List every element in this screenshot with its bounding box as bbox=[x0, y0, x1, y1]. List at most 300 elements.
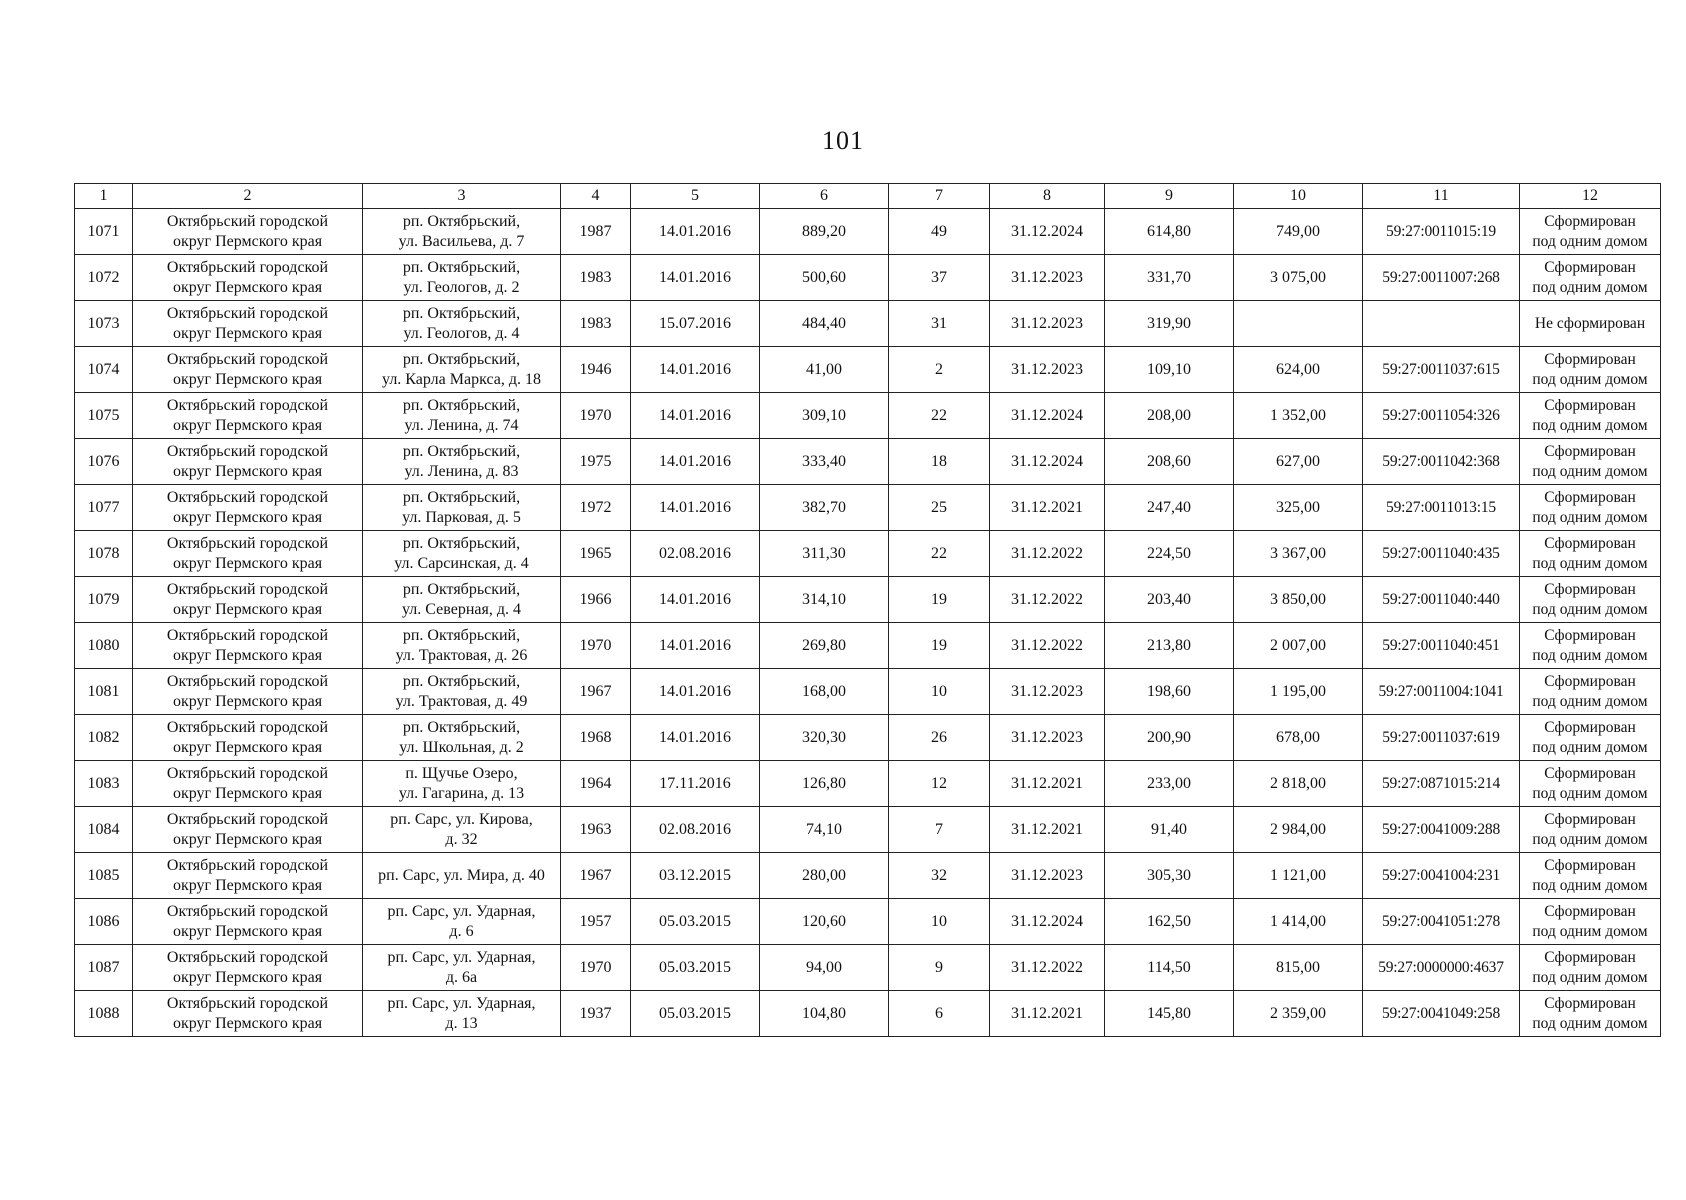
residents-cell: 10 bbox=[889, 899, 990, 945]
row-number-cell: 1075 bbox=[75, 393, 133, 439]
address-line-1: рп. Сарс, ул. Ударная, bbox=[387, 948, 536, 966]
table-row bbox=[75, 669, 1661, 715]
address-line-1: рп. Октябрьский, bbox=[402, 580, 521, 598]
area-cell: 314,10 bbox=[760, 577, 889, 623]
address-cell bbox=[363, 991, 561, 1037]
deadline-cell: 31.12.2023 bbox=[990, 853, 1105, 899]
area-cell: 120,60 bbox=[760, 899, 889, 945]
municipality-line-2: округ Пермского края bbox=[172, 692, 323, 710]
date-cell: 15.07.2016 bbox=[631, 301, 760, 347]
cadastral-number-cell: 59:27:0011054:326 bbox=[1363, 393, 1520, 439]
cadastral-number-cell: 59:27:0041049:258 bbox=[1363, 991, 1520, 1037]
status-line-1: Сформирован bbox=[1544, 810, 1636, 828]
status-line-1: Сформирован bbox=[1544, 718, 1636, 736]
row-number-cell: 1086 bbox=[75, 899, 133, 945]
registry-table bbox=[74, 183, 1661, 1037]
address-line-2: ул. Ленина, д. 83 bbox=[404, 462, 519, 480]
address-line-1: рп. Октябрьский, bbox=[402, 212, 521, 230]
municipality-cell bbox=[133, 899, 363, 945]
municipality-line-1: Октябрьский городской bbox=[166, 856, 329, 874]
municipality-line-1: Октябрьский городской bbox=[166, 948, 329, 966]
municipality-line-2: округ Пермского края bbox=[172, 554, 323, 572]
status-line-2: под одним домом bbox=[1532, 370, 1648, 388]
year-cell: 1983 bbox=[561, 255, 631, 301]
municipality-line-2: округ Пермского края bbox=[172, 600, 323, 618]
land-area-cell: 3 075,00 bbox=[1234, 255, 1363, 301]
deadline-cell: 31.12.2024 bbox=[990, 393, 1105, 439]
column-header-10: 10 bbox=[1234, 184, 1363, 209]
deadline-cell: 31.12.2023 bbox=[990, 669, 1105, 715]
municipality-line-1: Октябрьский городской bbox=[166, 396, 329, 414]
status-cell bbox=[1520, 531, 1661, 577]
address-cell bbox=[363, 761, 561, 807]
table-row bbox=[75, 255, 1661, 301]
deadline-cell: 31.12.2023 bbox=[990, 347, 1105, 393]
year-cell: 1967 bbox=[561, 669, 631, 715]
municipality-line-2: округ Пермского края bbox=[172, 784, 323, 802]
year-cell: 1972 bbox=[561, 485, 631, 531]
residents-cell: 18 bbox=[889, 439, 990, 485]
land-area-cell: 3 367,00 bbox=[1234, 531, 1363, 577]
municipality-cell bbox=[133, 347, 363, 393]
land-area-cell: 627,00 bbox=[1234, 439, 1363, 485]
status-line-1: Сформирован bbox=[1544, 534, 1636, 552]
address-cell bbox=[363, 669, 561, 715]
address-line-2: ул. Геологов, д. 2 bbox=[403, 278, 520, 296]
municipality-cell bbox=[133, 577, 363, 623]
row-number-cell: 1088 bbox=[75, 991, 133, 1037]
year-cell: 1937 bbox=[561, 991, 631, 1037]
residents-cell: 25 bbox=[889, 485, 990, 531]
deadline-cell: 31.12.2024 bbox=[990, 899, 1105, 945]
residents-cell: 9 bbox=[889, 945, 990, 991]
row-number-cell: 1080 bbox=[75, 623, 133, 669]
municipality-line-1: Октябрьский городской bbox=[166, 488, 329, 506]
municipality-line-2: округ Пермского края bbox=[172, 370, 323, 388]
column-header-9: 9 bbox=[1105, 184, 1234, 209]
column-header-7: 7 bbox=[889, 184, 990, 209]
deadline-cell: 31.12.2023 bbox=[990, 715, 1105, 761]
address-line-1: рп. Октябрьский, bbox=[402, 258, 521, 276]
area-cell: 280,00 bbox=[760, 853, 889, 899]
column-header-3: 3 bbox=[363, 184, 561, 209]
area-cell: 889,20 bbox=[760, 209, 889, 255]
address-cell bbox=[363, 899, 561, 945]
land-area-cell: 1 414,00 bbox=[1234, 899, 1363, 945]
row-number-cell: 1073 bbox=[75, 301, 133, 347]
cadastral-number-cell: 59:27:0041004:231 bbox=[1363, 853, 1520, 899]
status-cell bbox=[1520, 439, 1661, 485]
date-cell: 14.01.2016 bbox=[631, 347, 760, 393]
deadline-cell: 31.12.2022 bbox=[990, 531, 1105, 577]
address-line-2: ул. Ленина, д. 74 bbox=[404, 416, 519, 434]
area-cell: 126,80 bbox=[760, 761, 889, 807]
municipality-line-2: округ Пермского края bbox=[172, 462, 323, 480]
cadastral-number-cell: 59:27:0011007:268 bbox=[1363, 255, 1520, 301]
status-line-1: Сформирован bbox=[1544, 764, 1636, 782]
status-cell bbox=[1520, 853, 1661, 899]
column-header-6: 6 bbox=[760, 184, 889, 209]
status-line-2: под одним домом bbox=[1532, 738, 1648, 756]
year-cell: 1968 bbox=[561, 715, 631, 761]
municipality-cell bbox=[133, 991, 363, 1037]
year-cell: 1965 bbox=[561, 531, 631, 577]
value-cell: 145,80 bbox=[1105, 991, 1234, 1037]
residents-cell: 7 bbox=[889, 807, 990, 853]
address-line-2: ул. Школьная, д. 2 bbox=[399, 738, 524, 756]
year-cell: 1983 bbox=[561, 301, 631, 347]
status-line-2: под одним домом bbox=[1532, 1014, 1648, 1032]
value-cell: 109,10 bbox=[1105, 347, 1234, 393]
area-cell: 269,80 bbox=[760, 623, 889, 669]
status-cell bbox=[1520, 577, 1661, 623]
address-line-2: ул. Геологов, д. 4 bbox=[403, 324, 520, 342]
municipality-cell bbox=[133, 623, 363, 669]
date-cell: 02.08.2016 bbox=[631, 807, 760, 853]
municipality-cell bbox=[133, 853, 363, 899]
deadline-cell: 31.12.2022 bbox=[990, 577, 1105, 623]
table-row bbox=[75, 301, 1661, 347]
municipality-cell bbox=[133, 301, 363, 347]
date-cell: 14.01.2016 bbox=[631, 439, 760, 485]
address-line-2: ул. Северная, д. 4 bbox=[402, 600, 521, 618]
address-cell bbox=[363, 255, 561, 301]
status-line-1: Сформирован bbox=[1544, 948, 1636, 966]
status-line-2: под одним домом bbox=[1532, 830, 1648, 848]
status-cell bbox=[1520, 393, 1661, 439]
area-cell: 333,40 bbox=[760, 439, 889, 485]
municipality-line-1: Октябрьский городской bbox=[166, 212, 329, 230]
cadastral-number-cell: 59:27:0011040:451 bbox=[1363, 623, 1520, 669]
municipality-line-1: Октябрьский городской bbox=[166, 304, 329, 322]
status-line-1: Сформирован bbox=[1544, 580, 1636, 598]
address-line-1: рп. Октябрьский, bbox=[402, 626, 521, 644]
address-cell bbox=[363, 715, 561, 761]
value-cell: 224,50 bbox=[1105, 531, 1234, 577]
deadline-cell: 31.12.2024 bbox=[990, 209, 1105, 255]
year-cell: 1987 bbox=[561, 209, 631, 255]
value-cell: 203,40 bbox=[1105, 577, 1234, 623]
year-cell: 1964 bbox=[561, 761, 631, 807]
deadline-cell: 31.12.2022 bbox=[990, 623, 1105, 669]
deadline-cell: 31.12.2021 bbox=[990, 991, 1105, 1037]
table-row bbox=[75, 347, 1661, 393]
status-line-1: Не сформирован bbox=[1534, 314, 1646, 332]
residents-cell: 49 bbox=[889, 209, 990, 255]
cadastral-number-cell: 59:27:0871015:214 bbox=[1363, 761, 1520, 807]
value-cell: 208,60 bbox=[1105, 439, 1234, 485]
value-cell: 162,50 bbox=[1105, 899, 1234, 945]
status-line-1: Сформирован bbox=[1544, 212, 1636, 230]
header-row bbox=[75, 184, 1661, 209]
address-line-2: ул. Трактовая, д. 26 bbox=[395, 646, 528, 664]
date-cell: 14.01.2016 bbox=[631, 577, 760, 623]
status-cell bbox=[1520, 301, 1661, 347]
status-cell bbox=[1520, 485, 1661, 531]
land-area-cell: 1 352,00 bbox=[1234, 393, 1363, 439]
value-cell: 247,40 bbox=[1105, 485, 1234, 531]
row-number-cell: 1076 bbox=[75, 439, 133, 485]
municipality-line-2: округ Пермского края bbox=[172, 232, 323, 250]
status-line-1: Сформирован bbox=[1544, 856, 1636, 874]
column-header-8: 8 bbox=[990, 184, 1105, 209]
area-cell: 168,00 bbox=[760, 669, 889, 715]
date-cell: 14.01.2016 bbox=[631, 623, 760, 669]
municipality-line-2: округ Пермского края bbox=[172, 968, 323, 986]
residents-cell: 22 bbox=[889, 531, 990, 577]
address-line-2: ул. Гагарина, д. 13 bbox=[398, 784, 525, 802]
residents-cell: 12 bbox=[889, 761, 990, 807]
address-line-2: д. 6 bbox=[449, 922, 474, 940]
deadline-cell: 31.12.2022 bbox=[990, 945, 1105, 991]
column-header-12: 12 bbox=[1520, 184, 1661, 209]
value-cell: 305,30 bbox=[1105, 853, 1234, 899]
address-cell bbox=[363, 577, 561, 623]
status-cell bbox=[1520, 945, 1661, 991]
municipality-line-1: Октябрьский городской bbox=[166, 580, 329, 598]
land-area-cell: 749,00 bbox=[1234, 209, 1363, 255]
table-row bbox=[75, 439, 1661, 485]
status-cell bbox=[1520, 209, 1661, 255]
address-line-2: ул. Васильева, д. 7 bbox=[398, 232, 525, 250]
municipality-cell bbox=[133, 531, 363, 577]
value-cell: 200,90 bbox=[1105, 715, 1234, 761]
date-cell: 05.03.2015 bbox=[631, 899, 760, 945]
municipality-line-1: Октябрьский городской bbox=[166, 902, 329, 920]
row-number-cell: 1083 bbox=[75, 761, 133, 807]
address-line-1: рп. Октябрьский, bbox=[402, 350, 521, 368]
status-line-1: Сформирован bbox=[1544, 672, 1636, 690]
address-line-1: рп. Октябрьский, bbox=[402, 718, 521, 736]
column-header-4: 4 bbox=[561, 184, 631, 209]
column-header-1: 1 bbox=[75, 184, 133, 209]
status-cell bbox=[1520, 623, 1661, 669]
column-header-2: 2 bbox=[133, 184, 363, 209]
status-line-2: под одним домом bbox=[1532, 232, 1648, 250]
status-line-2: под одним домом bbox=[1532, 554, 1648, 572]
status-cell bbox=[1520, 761, 1661, 807]
address-line-1: п. Щучье Озеро, bbox=[405, 764, 518, 782]
address-cell bbox=[363, 209, 561, 255]
address-line-1: рп. Сарс, ул. Мира, д. 40 bbox=[378, 866, 545, 884]
land-area-cell: 678,00 bbox=[1234, 715, 1363, 761]
municipality-line-2: округ Пермского края bbox=[172, 876, 323, 894]
table-row bbox=[75, 531, 1661, 577]
deadline-cell: 31.12.2024 bbox=[990, 439, 1105, 485]
address-cell bbox=[363, 945, 561, 991]
address-line-1: рп. Октябрьский, bbox=[402, 488, 521, 506]
address-cell bbox=[363, 623, 561, 669]
date-cell: 05.03.2015 bbox=[631, 945, 760, 991]
year-cell: 1966 bbox=[561, 577, 631, 623]
status-line-2: под одним домом bbox=[1532, 278, 1648, 296]
date-cell: 14.01.2016 bbox=[631, 715, 760, 761]
cadastral-number-cell: 59:27:0011037:619 bbox=[1363, 715, 1520, 761]
value-cell: 319,90 bbox=[1105, 301, 1234, 347]
deadline-cell: 31.12.2021 bbox=[990, 807, 1105, 853]
land-area-cell: 2 984,00 bbox=[1234, 807, 1363, 853]
municipality-line-2: округ Пермского края bbox=[172, 1014, 323, 1032]
status-cell bbox=[1520, 991, 1661, 1037]
table-row bbox=[75, 991, 1661, 1037]
table-row bbox=[75, 899, 1661, 945]
page-number: 101 bbox=[822, 126, 864, 155]
status-line-1: Сформирован bbox=[1544, 396, 1636, 414]
row-number-cell: 1078 bbox=[75, 531, 133, 577]
area-cell: 104,80 bbox=[760, 991, 889, 1037]
cadastral-number-cell: 59:27:0011040:440 bbox=[1363, 577, 1520, 623]
address-line-1: рп. Октябрьский, bbox=[402, 442, 521, 460]
municipality-line-1: Октябрьский городской bbox=[166, 764, 329, 782]
address-line-2: д. 13 bbox=[445, 1014, 478, 1032]
status-line-2: под одним домом bbox=[1532, 462, 1648, 480]
year-cell: 1967 bbox=[561, 853, 631, 899]
residents-cell: 10 bbox=[889, 669, 990, 715]
status-line-1: Сформирован bbox=[1544, 442, 1636, 460]
status-cell bbox=[1520, 899, 1661, 945]
address-line-2: д. 6а bbox=[445, 968, 478, 986]
area-cell: 94,00 bbox=[760, 945, 889, 991]
address-line-2: ул. Карла Маркса, д. 18 bbox=[382, 370, 541, 388]
date-cell: 05.03.2015 bbox=[631, 991, 760, 1037]
land-area-cell: 3 850,00 bbox=[1234, 577, 1363, 623]
value-cell: 114,50 bbox=[1105, 945, 1234, 991]
status-line-1: Сформирован bbox=[1544, 488, 1636, 506]
municipality-cell bbox=[133, 761, 363, 807]
status-line-1: Сформирован bbox=[1544, 626, 1636, 644]
address-line-2: д. 32 bbox=[445, 830, 478, 848]
area-cell: 484,40 bbox=[760, 301, 889, 347]
status-line-1: Сформирован bbox=[1544, 994, 1636, 1012]
address-line-1: рп. Сарс, ул. Ударная, bbox=[387, 902, 536, 920]
row-number-cell: 1084 bbox=[75, 807, 133, 853]
year-cell: 1970 bbox=[561, 623, 631, 669]
value-cell: 213,80 bbox=[1105, 623, 1234, 669]
status-line-2: под одним домом bbox=[1532, 784, 1648, 802]
residents-cell: 6 bbox=[889, 991, 990, 1037]
address-cell bbox=[363, 807, 561, 853]
address-cell bbox=[363, 485, 561, 531]
residents-cell: 26 bbox=[889, 715, 990, 761]
status-line-1: Сформирован bbox=[1544, 350, 1636, 368]
address-line-1: рп. Октябрьский, bbox=[402, 396, 521, 414]
status-line-2: под одним домом bbox=[1532, 508, 1648, 526]
municipality-line-2: округ Пермского края bbox=[172, 278, 323, 296]
row-number-cell: 1085 bbox=[75, 853, 133, 899]
table-row bbox=[75, 761, 1661, 807]
row-number-cell: 1081 bbox=[75, 669, 133, 715]
year-cell: 1970 bbox=[561, 945, 631, 991]
table-row bbox=[75, 209, 1661, 255]
area-cell: 311,30 bbox=[760, 531, 889, 577]
address-line-1: рп. Октябрьский, bbox=[402, 304, 521, 322]
municipality-line-1: Октябрьский городской bbox=[166, 534, 329, 552]
municipality-cell bbox=[133, 439, 363, 485]
date-cell: 14.01.2016 bbox=[631, 209, 760, 255]
table-row bbox=[75, 393, 1661, 439]
status-line-2: под одним домом bbox=[1532, 600, 1648, 618]
status-line-2: под одним домом bbox=[1532, 876, 1648, 894]
status-cell bbox=[1520, 255, 1661, 301]
cadastral-number-cell: 59:27:0011015:19 bbox=[1363, 209, 1520, 255]
address-line-1: рп. Октябрьский, bbox=[402, 672, 521, 690]
municipality-line-1: Октябрьский городской bbox=[166, 994, 329, 1012]
status-line-2: под одним домом bbox=[1532, 416, 1648, 434]
table-body bbox=[75, 209, 1661, 1037]
land-area-cell: 325,00 bbox=[1234, 485, 1363, 531]
address-cell bbox=[363, 347, 561, 393]
land-area-cell: 2 818,00 bbox=[1234, 761, 1363, 807]
year-cell: 1946 bbox=[561, 347, 631, 393]
municipality-line-1: Октябрьский городской bbox=[166, 810, 329, 828]
year-cell: 1963 bbox=[561, 807, 631, 853]
residents-cell: 19 bbox=[889, 577, 990, 623]
municipality-line-1: Октябрьский городской bbox=[166, 350, 329, 368]
column-header-5: 5 bbox=[631, 184, 760, 209]
municipality-cell bbox=[133, 393, 363, 439]
address-cell bbox=[363, 301, 561, 347]
table-row bbox=[75, 577, 1661, 623]
address-line-2: ул. Трактовая, д. 49 bbox=[395, 692, 528, 710]
row-number-cell: 1072 bbox=[75, 255, 133, 301]
date-cell: 17.11.2016 bbox=[631, 761, 760, 807]
municipality-cell bbox=[133, 255, 363, 301]
value-cell: 198,60 bbox=[1105, 669, 1234, 715]
date-cell: 14.01.2016 bbox=[631, 255, 760, 301]
cadastral-number-cell: 59:27:0041051:278 bbox=[1363, 899, 1520, 945]
municipality-line-1: Октябрьский городской bbox=[166, 626, 329, 644]
municipality-line-1: Октябрьский городской bbox=[166, 258, 329, 276]
area-cell: 41,00 bbox=[760, 347, 889, 393]
value-cell: 91,40 bbox=[1105, 807, 1234, 853]
cadastral-number-cell: 59:27:0011004:1041 bbox=[1363, 669, 1520, 715]
status-line-1: Сформирован bbox=[1544, 902, 1636, 920]
area-cell: 309,10 bbox=[760, 393, 889, 439]
area-cell: 382,70 bbox=[760, 485, 889, 531]
municipality-line-2: округ Пермского края bbox=[172, 646, 323, 664]
row-number-cell: 1077 bbox=[75, 485, 133, 531]
municipality-line-2: округ Пермского края bbox=[172, 324, 323, 342]
deadline-cell: 31.12.2023 bbox=[990, 301, 1105, 347]
address-line-1: рп. Сарс, ул. Ударная, bbox=[387, 994, 536, 1012]
municipality-line-2: округ Пермского края bbox=[172, 416, 323, 434]
address-cell bbox=[363, 393, 561, 439]
municipality-line-2: округ Пермского края bbox=[172, 922, 323, 940]
value-cell: 208,00 bbox=[1105, 393, 1234, 439]
municipality-cell bbox=[133, 209, 363, 255]
status-line-2: под одним домом bbox=[1532, 922, 1648, 940]
table-row bbox=[75, 853, 1661, 899]
land-area-cell: 624,00 bbox=[1234, 347, 1363, 393]
municipality-cell bbox=[133, 669, 363, 715]
area-cell: 74,10 bbox=[760, 807, 889, 853]
table-row bbox=[75, 623, 1661, 669]
address-line-1: рп. Октябрьский, bbox=[402, 534, 521, 552]
table-row bbox=[75, 807, 1661, 853]
table-row bbox=[75, 715, 1661, 761]
municipality-cell bbox=[133, 715, 363, 761]
status-cell bbox=[1520, 347, 1661, 393]
land-area-cell: 1 195,00 bbox=[1234, 669, 1363, 715]
value-cell: 614,80 bbox=[1105, 209, 1234, 255]
deadline-cell: 31.12.2023 bbox=[990, 255, 1105, 301]
area-cell: 320,30 bbox=[760, 715, 889, 761]
address-cell bbox=[363, 531, 561, 577]
value-cell: 233,00 bbox=[1105, 761, 1234, 807]
municipality-cell bbox=[133, 945, 363, 991]
residents-cell: 22 bbox=[889, 393, 990, 439]
municipality-cell bbox=[133, 485, 363, 531]
